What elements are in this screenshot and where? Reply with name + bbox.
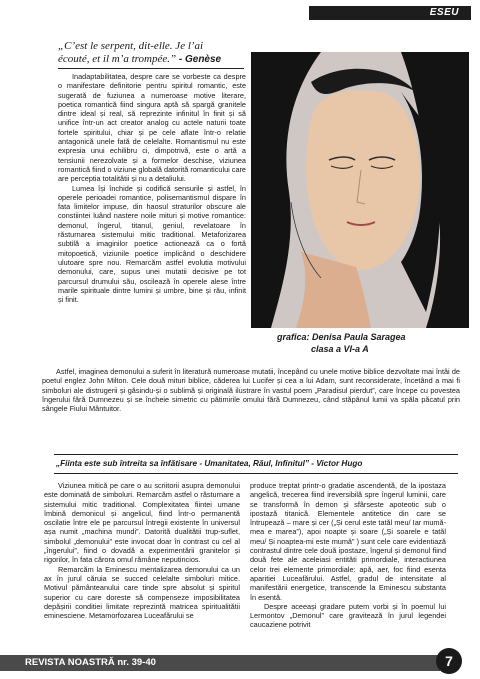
paragraph: produce treptat printr-o gradatie ascendentă, de la ipostaza angelică, trecerea fiind ireversibilă spre îngerul luminii, care se transformă în demon și sfârseste apoteotic sub o ipostază titanică. Elementele antitetice din care se întrupează – mare și cer („Și cerul este tatăl meu/ Iar mumă-mea e marea”), apoi noapte și soare („Și soarele e tatăl meu/ Și noaptea-mi este mumă” ) sunt cele care evidentiază contrastul dintre cele două ipostaze, îngerul și demonul fiind două fete ale aceleiasi entităti primordiale, interactiunea celor trei elemente primordiale: apă, aer, foc fiind esenta aparitiei Luceafărului. Astfel, gradul de intensitate al manifestării energetice, transcende la Eminescu substanta în esentă. — [250, 481, 446, 602]
caption-class: clasa a VI-a A — [311, 344, 369, 354]
paragraph: Lumea își închide și codifică sensurile și astfel, în operele perioadei romantice, polisemantismul dispare în fata limitelor impuse, din haosul straturilor obscure ale constiintei luând nastere noile mituri și motive romantice: demonul, îngerul, titanul, geniul, revelatoare în răsturnarea sistemului mitic traditional. Metaforizarea subtilă a imaginilor poetice actionează ca o fortă mitopoetică, viziunile poetice implicând o deschidere ulutoare spre nou. Remarcăm astfel evolutia motivului demonului, care, supus unei mutatii decisive pe tot parcursul drumului său, oscilează în operele alese între marile spirituale dintre lumini și umbre, bine și rău, infinit și finit. — [58, 183, 246, 305]
text-wide-paragraph — [42, 367, 460, 413]
paragraph: Astfel, imaginea demonului a suferit în literatură numeroase mutatii, începând cu unele motive biblice dezvoltate mai întâi de poetul englez John Milton. Cele două mituri biblice, căderea lui Lucifer și cea a lui Adam, sunt reconsiderate, încetând a mai fi simboluri ale distrugerii și găsindu-și o sublimă și originală ilustrare în vastul poem „Paradisul pierdut”, care începe cu povestea îngerului fără Dumnezeu și se încheie simetric cu pătimirile omului fără Dumnezeu, când stăpânul lumii va spăla păcatul prin sângele Fiului Mântuitor. — [42, 367, 460, 414]
paragraph: Inadaptabilitatea, despre care se vorbeste ca despre o manifestare definitorie pentru spiritul romantic, este sugerată de fuziunea a numeroase motive literare, poetica romantică fiind singura aptă să spargă granitele dintre ideal și real, să reprezinte infinitul în finit și să unifice într-un act creator analog cu actele naturii toate fortele spiritului, chiar și pe cele aflate într-o relatie antagonică unele fată de celelalte. Romantismul nu este expresia unui echilibru ci, dimpotrivă, este o artă a tensiunii nerezolvate și a formelor deschise, viziunea romantică fiind o viziune globală datorită romanticului care are perceptia totalitătii și nu a detaliului. — [58, 72, 246, 184]
footer-band — [0, 655, 440, 671]
divider-line — [54, 454, 458, 455]
quote-text: „Fiinta este sub întreita sa înfătisare - Umanitatea, Răul, Infinitul” — [56, 459, 309, 468]
text-column-top-left — [58, 72, 246, 304]
section-header-band — [309, 6, 471, 20]
artwork-illustration — [251, 52, 469, 328]
page-number: 7 — [436, 648, 462, 674]
divider-line — [58, 68, 244, 69]
section-label: ESEU — [429, 7, 459, 18]
text-column-bottom-right — [250, 481, 446, 630]
victor-hugo-quote — [56, 459, 456, 468]
epigraph-source: - Genèse — [178, 53, 222, 65]
divider-line — [54, 473, 458, 474]
text-column-bottom-left — [44, 481, 240, 620]
artwork-caption — [277, 331, 406, 355]
magazine-title: REVISTA NOASTRĂ nr. 39-40 — [25, 657, 156, 668]
caption-author: grafica: Denisa Paula Saragea — [277, 332, 406, 342]
paragraph: Remarcăm la Eminescu mentalizarea demonului ca un ax în jurul căruia se succed celelalte simboluri mitice. Motivul pământeanului care tinde spre absolut și spiritul superior cu care doreste să compenseze imposibilitatea depășirii conditiei limitate reprezintă matricea spiritualitătii eminesciene. Metamorfozarea Luceafărului se — [44, 564, 240, 621]
epigraph-quote — [58, 40, 260, 66]
quote-author: - Victor Hugo — [311, 459, 363, 468]
epigraph-line-2: écouté, et il m’a trompée.” — [58, 52, 177, 65]
epigraph-line-1: „C’est le serpent, dit-elle. Je l’ai — [58, 40, 204, 52]
paragraph: Despre aceeași gradare putem vorbi și în poemul lui Lermontov „Demonul” care gravitează în jurul legendei caucaziene potrivit — [250, 601, 446, 630]
paragraph: Viziunea mitică pe care o au scriitorii asupra demonului este dominată de simboluri. Remarcăm astfel o răsturnare a sistemului mitic traditional. Complexitatea fiintei umane îmbină demonicul și angelicul, fiind într-o permanentă oscilatie între ele pe parcursul întregii existente în universul așa numit „machina mundi”. Datorită dualitătii trup-suflet, simbolul „demonului” este invocat doar în contrast cu cel al „îngerului”, fiind o dovadă a experimentării granitelor și rigorilor, în fata cărora omul rămâne neputincios. — [44, 481, 240, 565]
